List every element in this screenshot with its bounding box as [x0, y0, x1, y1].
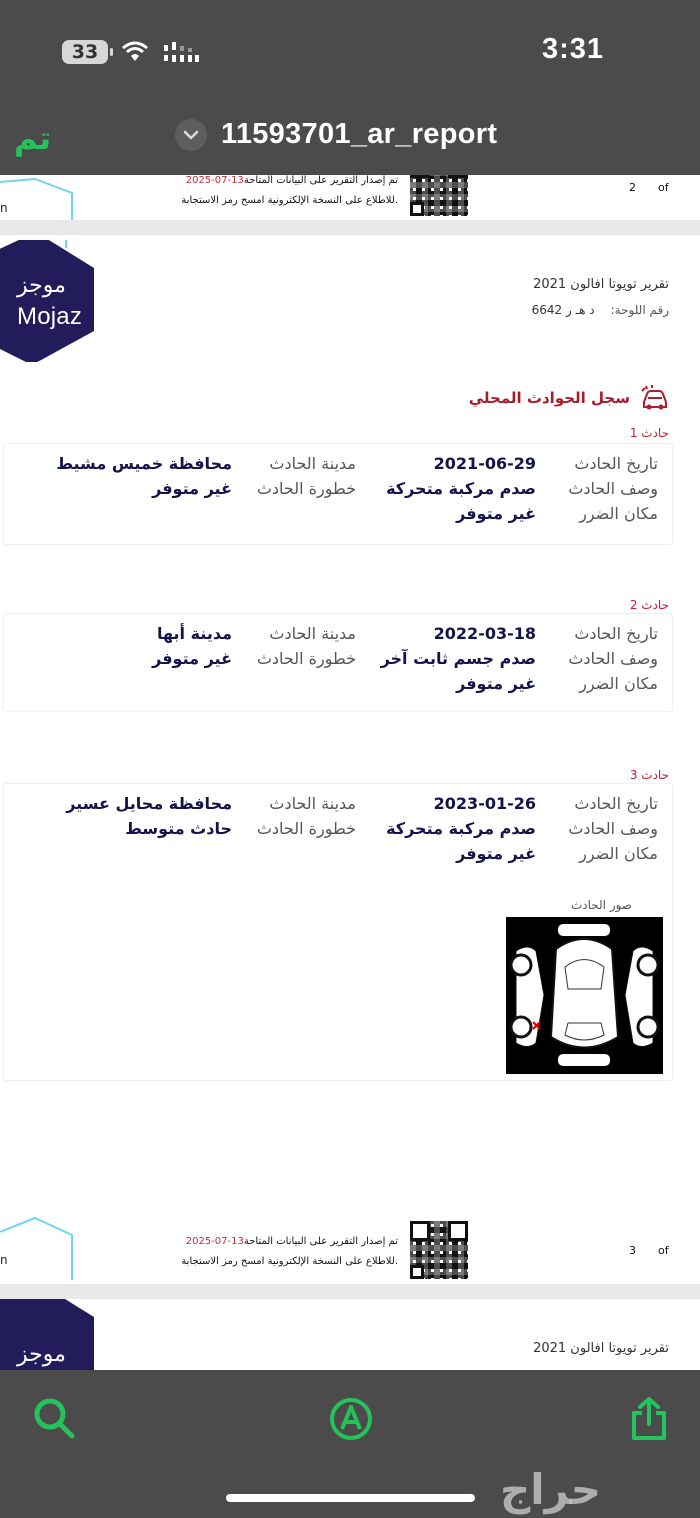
- home-indicator[interactable]: [226, 1494, 475, 1502]
- done-button[interactable]: تم: [14, 119, 52, 157]
- page-number: 3 of: [629, 1244, 669, 1257]
- qr-code: [410, 1221, 468, 1279]
- file-name: 11593701_ar_report: [221, 118, 498, 150]
- clock: 3:31: [541, 33, 604, 65]
- pdf-document-viewer[interactable]: [0, 175, 700, 1370]
- status-bar: [0, 0, 700, 100]
- markup-icon[interactable]: [327, 1395, 375, 1443]
- haraj-watermark: حراج: [500, 1465, 602, 1514]
- car-crash-icon: [639, 383, 669, 413]
- chevron-down-icon[interactable]: [175, 119, 207, 151]
- accident-label: حادث 2: [629, 598, 669, 612]
- qr-code: [410, 175, 468, 216]
- decorative-hexagon-lines: [0, 1215, 75, 1280]
- report-title: تقرير تويوتا افالون 2021: [533, 1341, 669, 1356]
- decorative-hexagon-lines: [0, 175, 75, 220]
- accident-card: تاريخ الحادث 2021-06-29 مدينة الحادث محافظة خميس مشيط وصف الحادث صدم مركبة متحركة خطورة الحادث غير متوفر مكان الضرر غير متوفر: [4, 444, 672, 544]
- mojaz-logo: [0, 240, 96, 362]
- page-number: 2 of: [629, 181, 669, 194]
- vehicle-damage-diagram[interactable]: [506, 917, 663, 1074]
- accident-photos-label: صور الحادث: [570, 898, 632, 912]
- wifi-icon: [121, 40, 149, 62]
- battery-indicator: 33: [62, 40, 108, 64]
- file-title-button[interactable]: [175, 118, 497, 151]
- cellular-signal-icon: [164, 42, 200, 64]
- pdf-page-3: [0, 235, 700, 1284]
- page-footer-text: 2025-07-13تم إصدار التقرير على البيانات المتاحة للاطلاع على النسخة الإلكترونية امسح رمز الاستجابة.: [181, 175, 398, 206]
- page-footer-text: 2025-07-13تم إصدار التقرير على البيانات المتاحة للاطلاع على النسخة الإلكترونية امسح رمز الاستجابة.: [181, 1236, 398, 1267]
- share-icon[interactable]: [625, 1395, 673, 1443]
- accident-label: حادث 1: [629, 426, 669, 440]
- page-edge-letter: n: [0, 201, 8, 215]
- section-title: سجل الحوادث المحلي: [468, 389, 630, 407]
- accident-label: حادث 3: [629, 768, 669, 782]
- report-title: تقرير تويوتا افالون 2021: [533, 277, 669, 292]
- logo-arabic-text: موجز: [17, 1342, 66, 1367]
- accident-card: تاريخ الحادث 2023-01-26 مدينة الحادث محافظة محايل عسير وصف الحادث صدم مركبة متحركة خطورة الحادث حادث متوسط مكان الضرر غير متوفر صور الحادث: [4, 784, 672, 1080]
- accident-card: تاريخ الحادث 2022-03-18 مدينة الحادث مدينة أبها وصف الحادث صدم جسم ثابت آخر خطورة الحادث غير متوفر مكان الضرر غير متوفر: [4, 614, 672, 711]
- page-edge-letter: n: [0, 1253, 8, 1267]
- pdf-page-next: [0, 1299, 700, 1370]
- plate-number: رقم اللوحة:د هـ ر 6642: [531, 303, 669, 317]
- logo-arabic-text: موجز: [17, 273, 66, 298]
- logo-english-text: Mojaz: [17, 303, 83, 330]
- search-icon[interactable]: [30, 1395, 78, 1443]
- pdf-page-previous: [0, 175, 700, 220]
